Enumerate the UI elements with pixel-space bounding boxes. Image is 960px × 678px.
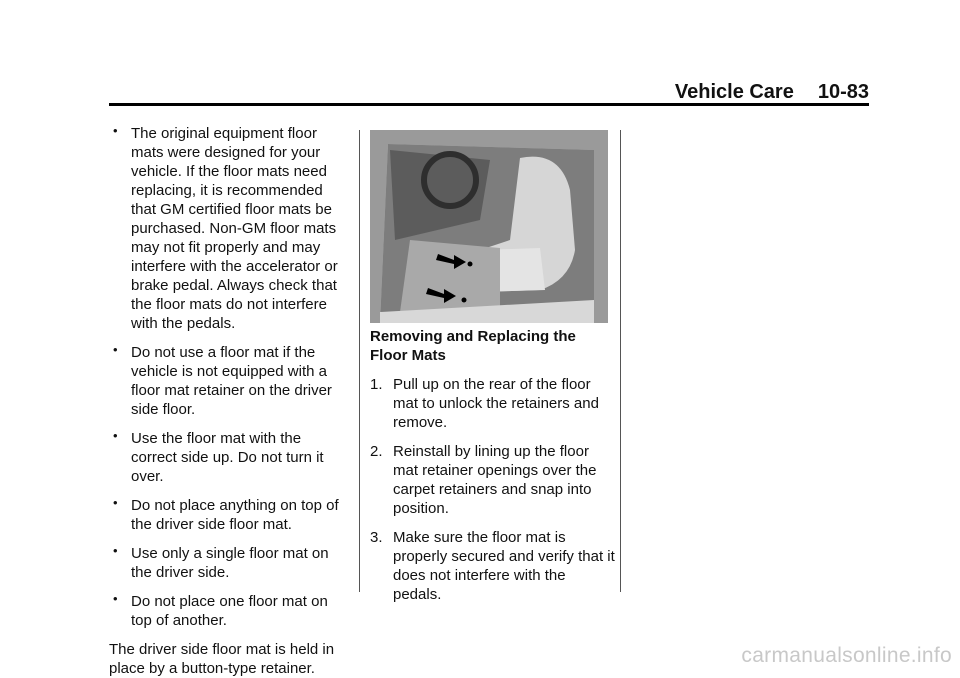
step-text: Make sure the floor mat is properly secured and verify that it does not interfere with the pedals.: [393, 529, 615, 603]
bullet-item: [109, 124, 344, 333]
bullet-dot-icon: •: [113, 342, 118, 357]
bullet-text: Use the floor mat with the correct side up. Do not turn it over.: [131, 430, 324, 485]
column-divider: [359, 130, 360, 592]
step-item: [370, 528, 615, 604]
step-number: 3.: [370, 529, 383, 546]
step-number: 1.: [370, 376, 383, 393]
watermark: carmanualsonline.info: [741, 644, 952, 667]
retainer-paragraph: The driver side floor mat is held in place by a button-type retainer.: [109, 641, 335, 677]
bullet-dot-icon: •: [113, 591, 118, 606]
bullet-item: [109, 343, 344, 419]
bullet-dot-icon: •: [113, 428, 118, 443]
bullet-dot-icon: •: [113, 543, 118, 558]
bullet-text: Use only a single floor mat on the driver side.: [131, 545, 329, 581]
page-header: [0, 80, 869, 104]
step-item: [370, 442, 615, 518]
section-title: Vehicle Care: [674, 81, 794, 103]
bullet-dot-icon: •: [113, 123, 118, 138]
step-text: Pull up on the rear of the floor mat to unlock the retainers and remove.: [393, 376, 599, 431]
page-number: 10-83: [817, 81, 869, 103]
bullet-text: Do not place one floor mat on top of another.: [131, 593, 328, 629]
bullet-item: [109, 592, 344, 630]
car-interior-illustration: [370, 130, 608, 323]
column-divider-right: [620, 130, 621, 592]
bullet-item: [109, 544, 344, 582]
step-item: [370, 375, 615, 432]
right-column: [370, 327, 615, 614]
bullet-item: [109, 496, 344, 534]
step-number: 2.: [370, 443, 383, 460]
left-column: [109, 124, 344, 678]
bullet-text: The original equipment floor mats were designed for your vehicle. If the floor mats need replacing, it is recommended that GM certified floor mats be purchased. Non-GM floor mats may not fit properly and may interfere with the accelerator or brake pedal. Always check that the floor mats do not interfere with the pedals.: [131, 125, 338, 332]
photo-caption: Removing and Replacing the Floor Mats: [370, 328, 576, 364]
bullet-item: [109, 429, 344, 486]
step-text: Reinstall by lining up the floor mat retainer openings over the carpet retainers and snap into position.: [393, 443, 597, 517]
floor-mat-photo: [370, 130, 608, 323]
bullet-text: Do not place anything on top of the driver side floor mat.: [131, 497, 339, 533]
header-rule: [109, 103, 869, 106]
bullet-dot-icon: •: [113, 495, 118, 510]
bullet-text: Do not use a floor mat if the vehicle is not equipped with a floor mat retainer on the driver side floor.: [131, 344, 332, 418]
